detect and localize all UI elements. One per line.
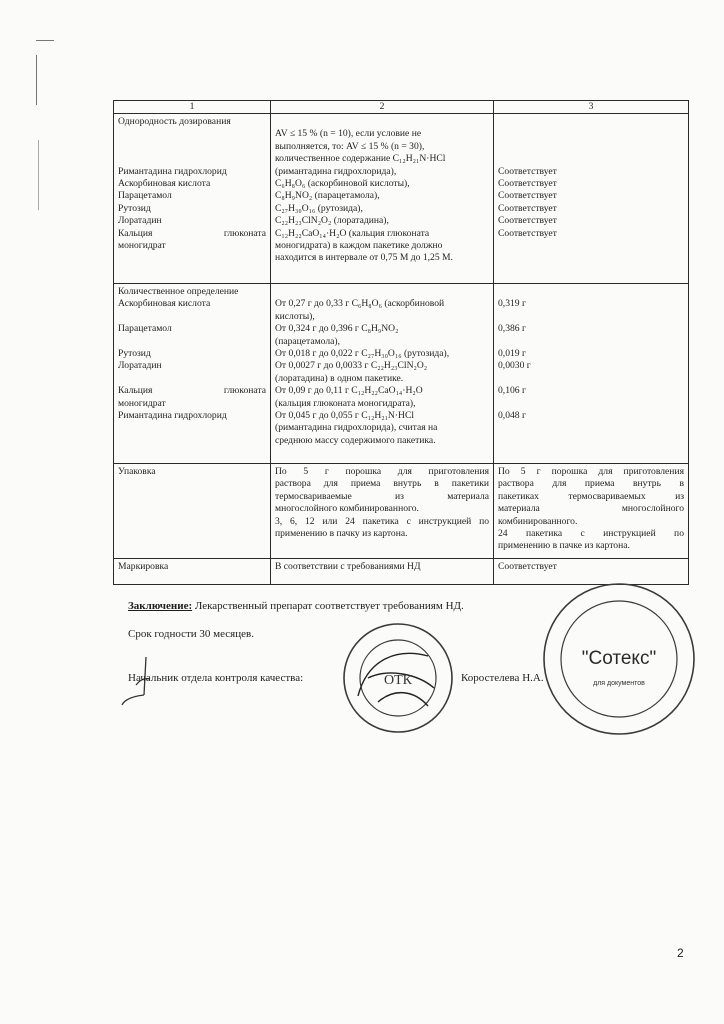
stamp-center-text: ОТК	[384, 673, 412, 688]
requirement-cell	[271, 284, 494, 464]
spec-table	[113, 100, 689, 585]
conclusion-label: Заключение:	[128, 600, 193, 612]
result-value: 0,048 г	[498, 409, 526, 421]
parameter-cell	[114, 114, 271, 284]
result-cell	[494, 114, 689, 284]
parameter-title: Упаковка	[118, 466, 156, 477]
requirement-line: применению в пачку из картона.	[275, 528, 408, 540]
scan-artifact	[36, 55, 37, 105]
requirement-line: многослойного комбинированного.	[275, 503, 419, 515]
requirement-line: В соответствии с требованиями НД	[275, 561, 421, 572]
substance-name: Лоратадин	[118, 360, 162, 372]
conclusion	[128, 600, 464, 612]
requirement-line: По 5 г порошка для приготовления	[275, 466, 489, 477]
requirement-line: моногидрата) в каждом пакетике должно	[275, 240, 443, 252]
parameter-cell	[114, 559, 271, 585]
result-value: 0,319 г	[498, 298, 526, 310]
substance-name: Римантадина гидрохлорид	[118, 410, 227, 422]
requirement-cell	[271, 559, 494, 585]
requirement-line: (лоратадина) в одном пакетике.	[275, 372, 404, 384]
substance-name: Парацетамол	[118, 323, 172, 335]
requirement-line: находится в интервале от 0,75 М до 1,25 М.	[275, 252, 453, 264]
requirement-line: От 0,045 г до 0,055 г C₁₂H₂₁N·HCl	[275, 410, 415, 422]
requirement-line: От 0,09 г до 0,11 г C₁₂H₂₂CaO₁₄·H₂O	[275, 385, 423, 397]
result-value: Соответствует	[498, 178, 557, 189]
shelf-life: Срок годности 30 месяцев.	[128, 628, 254, 640]
result-line: По 5 г порошка для приготовления	[498, 466, 684, 477]
requirement-line: AV ≤ 15 % (n = 10), если условие не	[275, 128, 422, 140]
table-row-packaging	[114, 464, 689, 559]
requirement-line: (римантадина гидрохлорида), считая на	[275, 422, 438, 434]
requirement-line: среднюю массу содержимого пакетика.	[275, 434, 436, 446]
requirement-line: выполняется, то: AV ≤ 15 % (n = 30),	[275, 140, 425, 152]
result-value: Соответствует	[498, 165, 557, 177]
requirement-line: термосвариваемые из материала	[275, 490, 489, 502]
stamp-center-text: "Сотекс"	[581, 648, 657, 669]
substance-name: Римантадина гидрохлорид	[118, 165, 227, 177]
scan-artifact	[38, 140, 39, 210]
result-value: 0,386 г	[498, 323, 526, 335]
requirement-line: C₂₂H₂₃ClN₂O₂ (лоратадина),	[275, 215, 389, 227]
substance-name: моногидрат	[118, 240, 166, 252]
requirement-line: (римантадина гидрохлорида),	[275, 165, 397, 177]
signatory-title: Начальник отдела контроля качества:	[128, 672, 304, 684]
result-value: Соответствует	[498, 227, 557, 239]
result-value: Соответствует	[498, 561, 557, 572]
substance-name: Аскорбиновая кислота	[118, 178, 211, 189]
result-line: раствора для приема внутрь в	[498, 478, 684, 490]
table-row-assay	[114, 284, 689, 464]
substance-name: Рутозид	[118, 348, 151, 359]
parameter-title: Маркировка	[118, 561, 169, 572]
company-stamp-left	[338, 618, 458, 738]
column-header: 1	[114, 101, 271, 114]
requirement-line: кислоты),	[275, 310, 315, 322]
requirement-line: От 0,324 г до 0,396 г C₈H₉NO₂	[275, 323, 399, 335]
scan-artifact	[36, 40, 54, 41]
requirement-cell	[271, 114, 494, 284]
result-value: 0,106 г	[498, 385, 526, 397]
company-stamp-right	[540, 580, 698, 738]
parameter-title: Однородность дозирования	[118, 116, 231, 127]
column-header: 3	[494, 101, 689, 114]
requirement-line: От 0,018 г до 0,022 г C₂₇H₃₀O₁₆ (рутозида),	[275, 348, 450, 360]
substance-name: Парацетамол	[118, 190, 172, 202]
signature-mark	[116, 655, 176, 715]
substance-name: Кальция глюконата	[118, 227, 266, 239]
requirement-line: C₁₂H₂₂CaO₁₄·H₂O (кальция глюконата	[275, 227, 430, 239]
requirement-line: От 0,0027 г до 0,0033 г C₂₂H₂₃ClN₂O₂	[275, 360, 428, 372]
result-value: Соответствует	[498, 215, 557, 227]
page-number: 2	[677, 946, 684, 960]
substance-name: Кальция глюконата	[118, 385, 266, 397]
result-cell	[494, 284, 689, 464]
result-value: Соответствует	[498, 202, 557, 214]
parameter-cell	[114, 284, 271, 464]
table-row-uniformity	[114, 114, 689, 284]
requirement-cell	[271, 464, 494, 559]
substance-name: Рутозид	[118, 202, 151, 214]
conclusion-text: Лекарственный препарат соответствует требованиям НД.	[192, 600, 464, 612]
parameter-title: Количественное определение	[118, 286, 239, 297]
result-line: пакетиках термосвариваемых из	[498, 490, 684, 502]
requirement-line: (парацетамола),	[275, 335, 340, 347]
stamp-bottom-text: для документов	[593, 680, 645, 687]
table-header-row	[114, 101, 689, 114]
result-line: материала многослойного	[498, 503, 684, 515]
requirement-line: 3, 6, 12 или 24 пакетика с инструкцией по	[275, 515, 489, 527]
column-header: 2	[271, 101, 494, 114]
result-value: 0,0030 г	[498, 360, 531, 372]
requirement-line: C₂₇H₃₀O₁₆ (рутозида),	[275, 202, 363, 214]
result-line: комбинированного.	[498, 515, 578, 527]
signatory-name: Коростелева Н.А.	[461, 672, 544, 684]
result-value: 0,019 г	[498, 347, 526, 359]
result-value: Соответствует	[498, 190, 557, 202]
requirement-line: раствора для приема внутрь в пакетики	[275, 478, 489, 490]
result-line: применению в пачке из картона.	[498, 540, 630, 552]
result-cell	[494, 464, 689, 559]
requirement-line: количественное содержание C₁₂H₂₁N·HCl	[275, 153, 446, 165]
requirement-line: C₈H₉NO₂ (парацетамола),	[275, 190, 380, 202]
requirement-line: (кальция глюконата моногидрата),	[275, 397, 416, 409]
substance-name: Лоратадин	[118, 215, 162, 227]
parameter-cell	[114, 464, 271, 559]
substance-name: моногидрат	[118, 397, 166, 409]
substance-name: Аскорбиновая кислота	[118, 298, 211, 310]
requirement-line: C₆H₈O₆ (аскорбиновой кислоты),	[275, 178, 410, 190]
requirement-line: От 0,27 г до 0,33 г C₆H₈O₆ (аскорбиновой	[275, 298, 445, 310]
result-line: 24 пакетика с инструкцией по	[498, 528, 684, 540]
